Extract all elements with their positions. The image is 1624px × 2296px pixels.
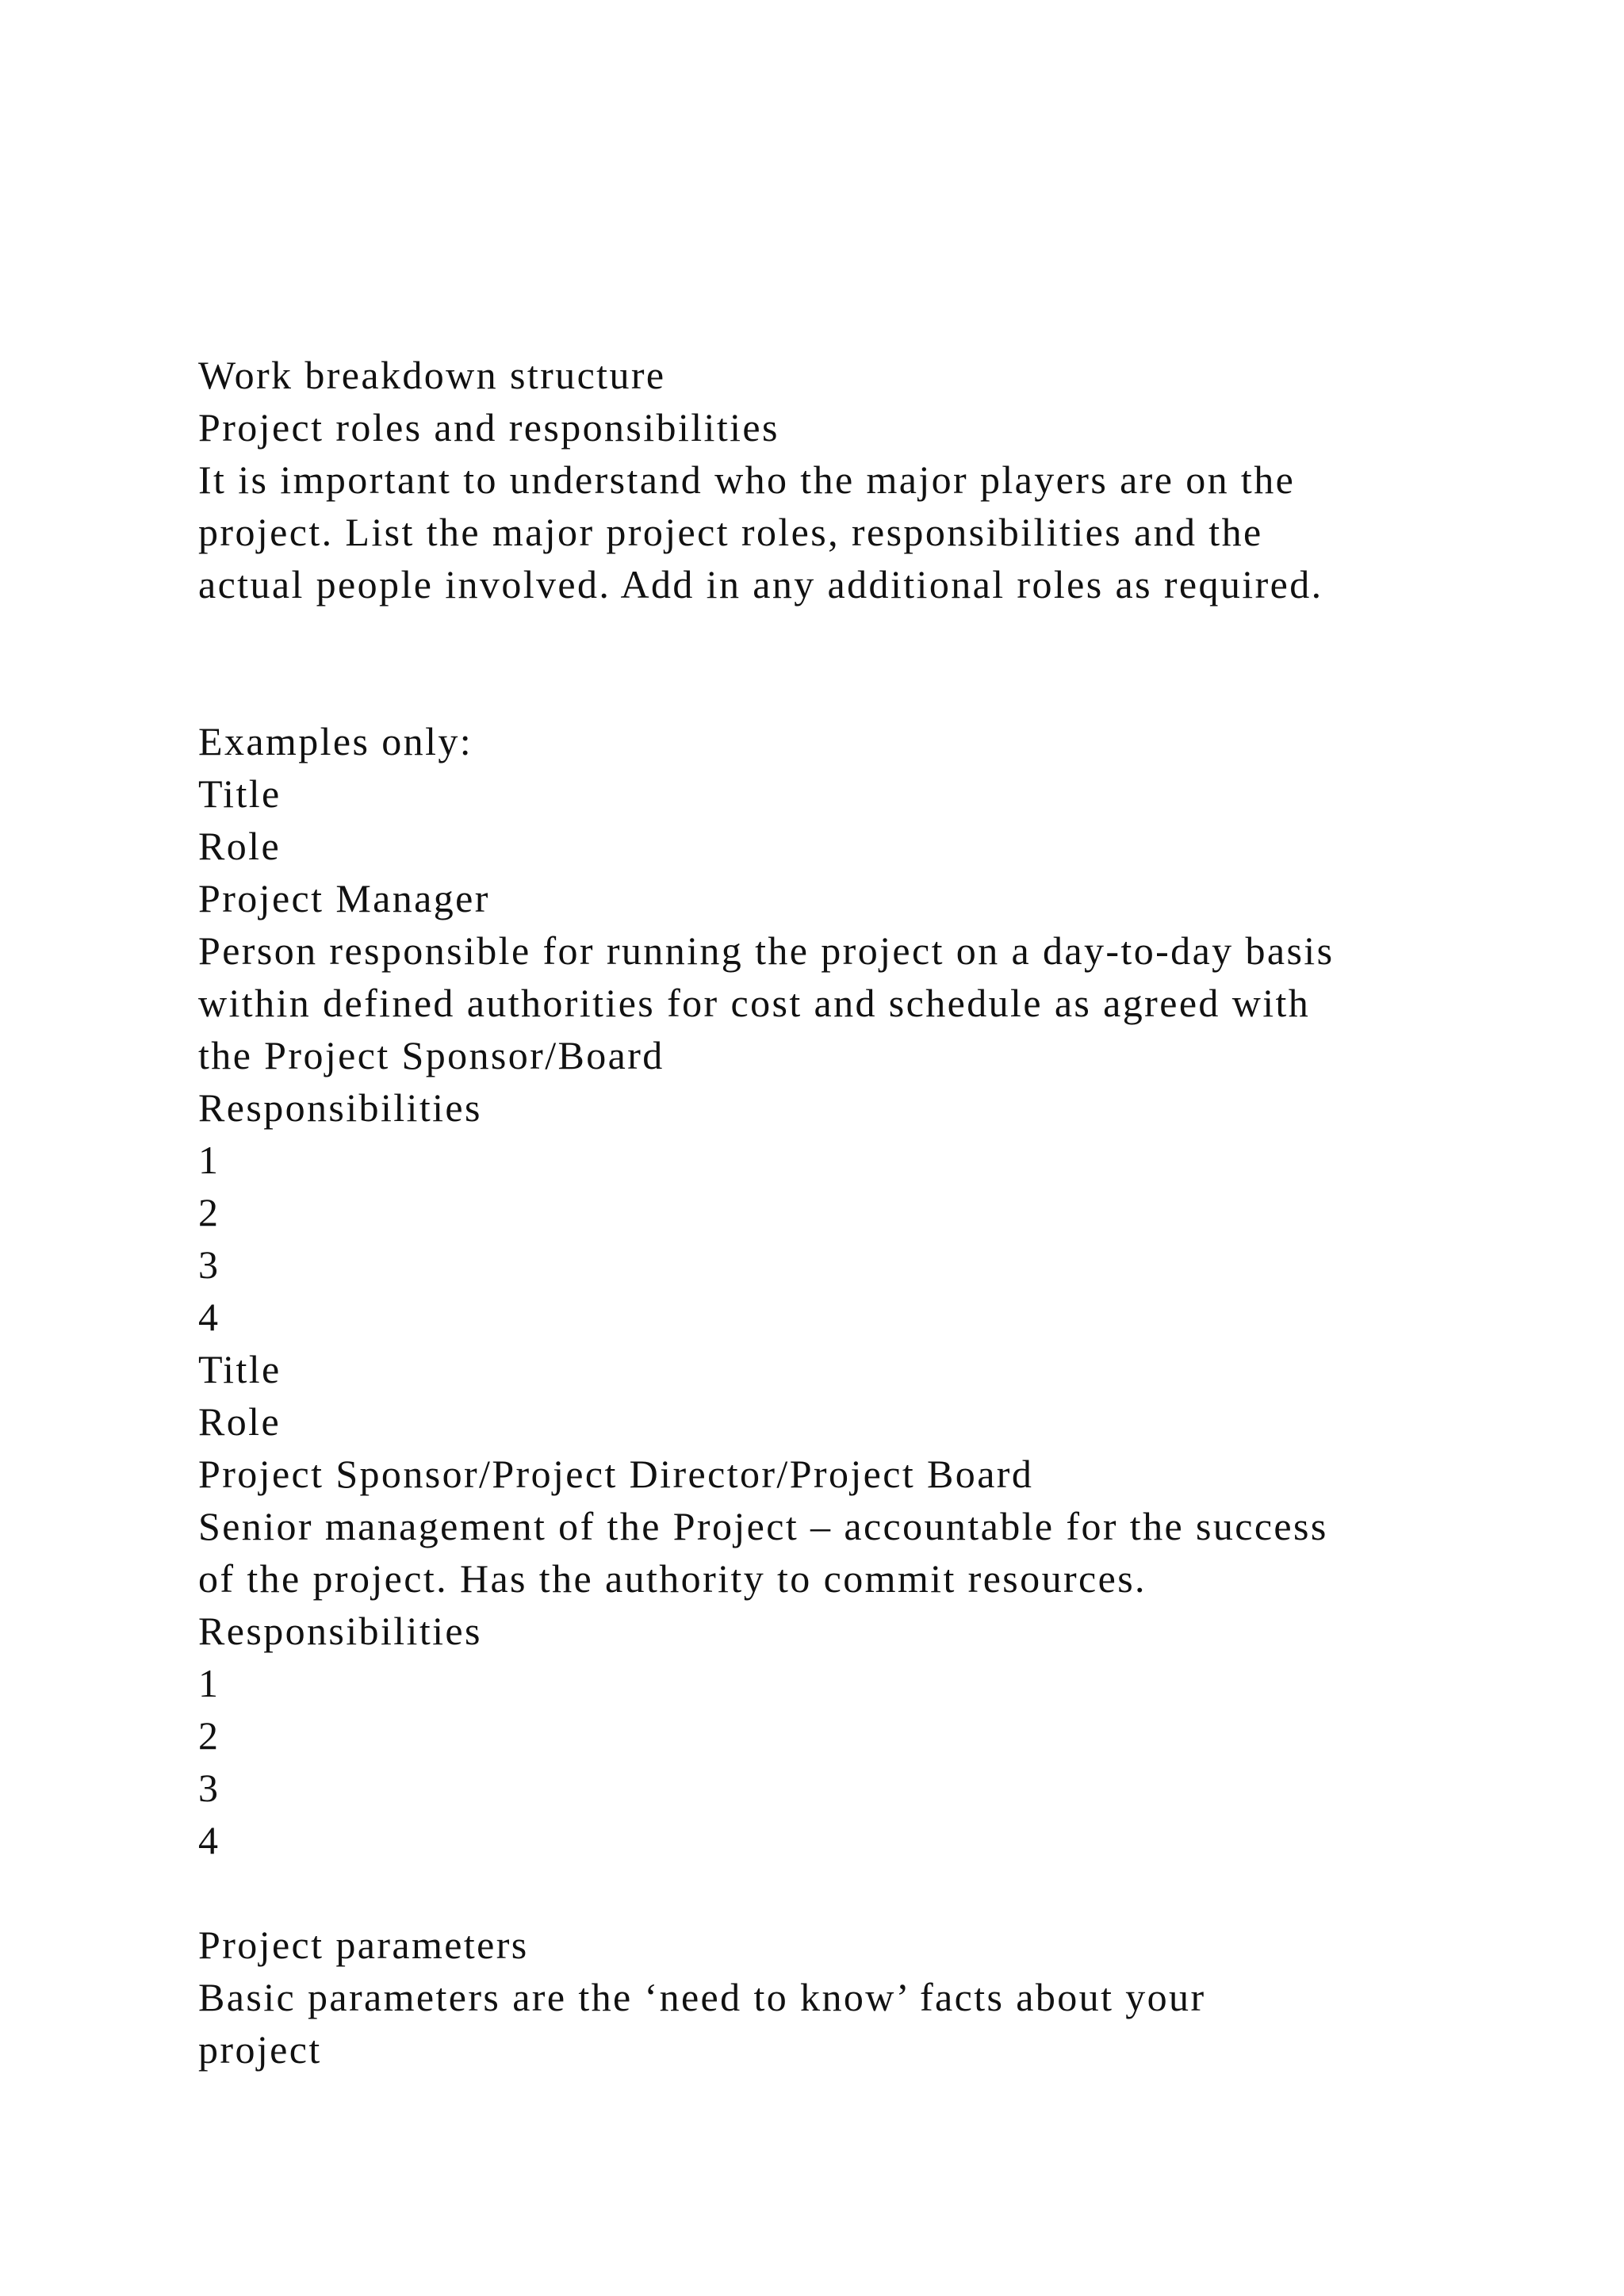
role-description-line: of the project. Has the authority to commit resources.: [198, 1556, 1147, 1601]
role-description-line: within defined authorities for cost and schedule as agreed with: [198, 981, 1311, 1025]
parameters-paragraph-line: Basic parameters are the ‘need to know’ facts about your: [198, 1975, 1206, 2019]
role-description-line: Person responsible for running the project on a day-to-day basis: [198, 928, 1335, 973]
blank-line: [198, 610, 1546, 663]
responsibilities-label: Responsibilities: [198, 1609, 482, 1653]
responsibility-number: 3: [198, 1766, 220, 1810]
responsibility-number: 1: [198, 1138, 220, 1182]
section-heading-parameters: Project parameters: [198, 1923, 529, 1967]
role-title-project-sponsor: Project Sponsor/Project Director/Project Board: [198, 1452, 1034, 1496]
role-title-project-manager: Project Manager: [198, 876, 490, 920]
role-label: Role: [198, 1399, 282, 1444]
intro-paragraph-line: It is important to understand who the major players are on the: [198, 457, 1296, 502]
blank-line: [198, 1866, 1546, 1919]
title-label: Title: [198, 771, 282, 816]
role-description-line: Senior management of the Project – accountable for the success: [198, 1504, 1328, 1548]
section-heading-wbs: Work breakdown structure: [198, 353, 666, 397]
document-body: [198, 349, 1546, 2076]
responsibilities-label: Responsibilities: [198, 1085, 482, 1130]
examples-label: Examples only:: [198, 719, 473, 763]
role-label: Role: [198, 824, 282, 868]
blank-line: [198, 663, 1546, 715]
section-heading-roles: Project roles and responsibilities: [198, 405, 779, 450]
responsibility-number: 4: [198, 1295, 220, 1339]
intro-paragraph-line: project. List the major project roles, responsibilities and the: [198, 510, 1263, 554]
responsibility-number: 3: [198, 1242, 220, 1287]
responsibility-number: 1: [198, 1661, 220, 1705]
intro-paragraph-line: actual people involved. Add in any additional roles as required.: [198, 562, 1323, 607]
parameters-paragraph-line: project: [198, 2027, 322, 2072]
responsibility-number: 2: [198, 1713, 220, 1758]
title-label: Title: [198, 1347, 282, 1391]
responsibility-number: 2: [198, 1190, 220, 1234]
responsibility-number: 4: [198, 1818, 220, 1862]
role-description-line: the Project Sponsor/Board: [198, 1033, 665, 1077]
